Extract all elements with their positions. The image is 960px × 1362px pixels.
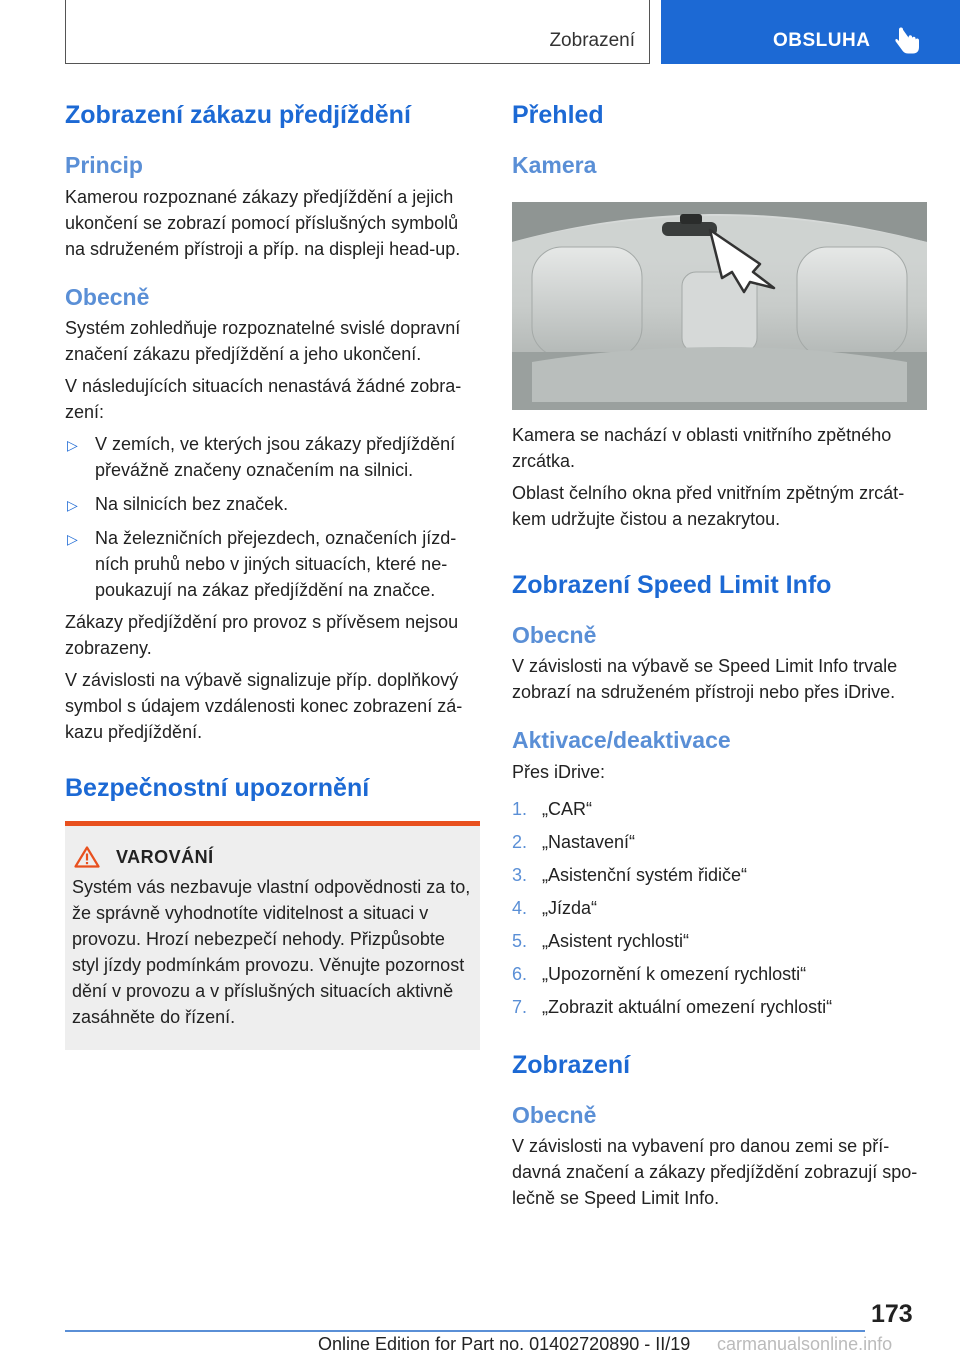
- right-column: [512, 100, 927, 1211]
- header-section-box: [65, 0, 650, 64]
- heading-sli-obecne: Obecně: [512, 621, 597, 648]
- header-chapter-label: OBSLUHA: [773, 30, 871, 51]
- list-item: 7. „Zobrazit aktuální omezení rychlosti“: [512, 996, 833, 1017]
- list-item: ▷ Na silnicích bez značek.: [65, 491, 480, 517]
- triangle-bullet-icon: ▷: [67, 497, 78, 514]
- heading-obecne: Obecně: [65, 283, 150, 310]
- page-number: 173: [871, 1300, 913, 1328]
- header-chapter-tab: [661, 0, 960, 64]
- section-title-overview: Přehled: [512, 101, 604, 129]
- list-item: 1. „CAR“: [512, 798, 592, 819]
- list-item: 4. „Jízda“: [512, 897, 598, 918]
- kamera-text-1: Kamera se nachází v oblasti vnitřního zpětného zrcátka.: [512, 424, 892, 471]
- triangle-bullet-icon: ▷: [67, 437, 78, 454]
- section-title-overtaking: Zobrazení zákazu předjíždění: [65, 101, 411, 129]
- list-item: 2. „Nastavení“: [512, 831, 636, 852]
- sli-obecne-text: V závislosti na výbavě se Speed Limit Info trvale zobrazí na sdruženém přístroji nebo přes iDrive.: [512, 656, 898, 703]
- obecne-text-2: V následujících situacích nenastává žádné zobrazení:: [65, 376, 462, 423]
- warning-triangle-icon: [74, 846, 100, 868]
- heading-kamera: Kamera: [512, 152, 597, 178]
- list-item: 6. „Upozornění k omezení rychlosti“: [512, 963, 807, 984]
- heading-aktivace: Aktivace/deaktivace: [512, 727, 731, 754]
- heading-princip: Princip: [65, 152, 143, 178]
- zobrazeni-text: V závislosti na vybavení pro danou zemi se přídavná značení a zákazy předjíždění zobrazují společně se Speed Limit Info.: [512, 1136, 918, 1209]
- aktivace-intro: Přes iDrive:: [512, 761, 606, 782]
- header-section-title: Zobrazení: [549, 30, 635, 51]
- left-column: [65, 100, 480, 1050]
- pointing-hand-icon: [895, 26, 923, 56]
- section-title-safety: Bezpečnostní upozornění: [65, 774, 370, 803]
- list-item: ▷ V zemích, ve kterých jsou zákazy předjíždění převážně značeny označením na silnici.: [67, 434, 456, 481]
- warning-title: VAROVÁNÍ: [72, 846, 472, 868]
- princip-text: Kamerou rozpoznané zákazy předjíždění a jejich ukončení se zobrazí pomocí příslušných symbolů na sdruženém přístroji a příp. na displeji head-up.: [65, 186, 461, 259]
- list-item: ▷ Na železničních přejezdech, označeních jízdních pruhů nebo v jiných situacích, které nepoukazují na zákaz předjíždění na značce.: [67, 528, 457, 601]
- kamera-text-2: Oblast čelního okna před vnitřním zpětným zrcátkem udržujte čistou a nezakrytou.: [512, 482, 905, 529]
- section-title-display: Zobrazení: [512, 1050, 631, 1079]
- heading-zobrazeni-obecne: Obecně: [512, 1101, 597, 1128]
- footer-edition-text: Online Edition for Part no. 01402720890 - II/19: [318, 1334, 691, 1354]
- obecne-text-4: V závislosti na výbavě signalizuje příp. doplňkový symbol s údajem vzdálenosti konec zobrazení zákazu předjíždění.: [65, 670, 463, 743]
- camera-location-photo: [512, 202, 927, 410]
- warning-box: [65, 821, 480, 1050]
- obecne-text-3: Zákazy předjíždění pro provoz s přívěsem nejsou zobrazeny.: [65, 612, 459, 659]
- section-title-speed-limit-info: Zobrazení Speed Limit Info: [512, 570, 832, 599]
- list-item: 3. „Asistenční systém řidiče“: [512, 864, 748, 885]
- footer-watermark: carmanualsonline.info: [717, 1334, 893, 1354]
- warning-text: Systém vás nezbavuje vlastní odpovědnosti za to, že správně vyhodnotíte viditelnost a situaci v provozu. Hrozí nebezpečí nehody. Přizpůsobte styl jízdy podmínkám provozu. Věnujte pozornost dění v provozu a v příslušných situacích aktivně zasáhněte do řízení.: [72, 877, 471, 1028]
- obecne-text-1: Systém zohledňuje rozpoznatelné svislé dopravní značení zákazu předjíždění a jeho ukončení.: [65, 318, 461, 365]
- triangle-bullet-icon: ▷: [67, 531, 78, 548]
- idrive-steps-list: [512, 793, 927, 1024]
- footer-divider: [65, 1330, 865, 1332]
- list-item: 5. „Asistent rychlosti“: [512, 930, 690, 951]
- bullet-list: [65, 431, 480, 603]
